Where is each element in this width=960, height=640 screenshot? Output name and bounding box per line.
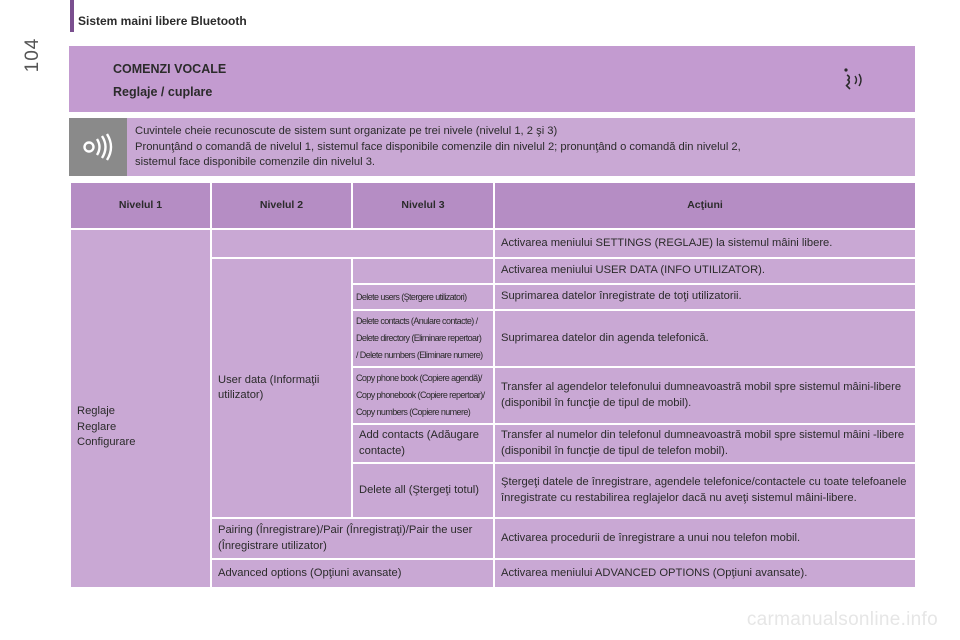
level1-configurare: Configurare <box>77 436 136 449</box>
section-title: COMENZI VOCALE <box>113 62 227 76</box>
action-delete-users: Suprimarea datelor înregistrate de toţi utilizatorii. <box>494 284 916 310</box>
voice-command-icon <box>841 66 867 94</box>
speaker-waves-icon <box>81 132 115 162</box>
empty-cell <box>211 229 494 258</box>
header-actions: Acţiuni <box>494 182 916 229</box>
level2-user-data: User data (Informaţii utilizator) <box>211 258 352 518</box>
header-level-3: Nivelul 3 <box>352 182 494 229</box>
action-settings: Activarea meniului SETTINGS (REGLAJE) la sistemul mâini libere. <box>494 229 916 258</box>
level3-line: Copy numbers (Copiere numere) <box>356 407 471 417</box>
action-add-contacts: Transfer al numelor din telefonul dumneavoastră mobil spre sistemul mâini -libere (disponibil în funcţie de tipul de telefon mobil). <box>494 424 916 463</box>
level3-line: / Delete numbers (Eliminare numere) <box>356 350 483 360</box>
header-level-2: Nivelul 2 <box>211 182 352 229</box>
level1-reglare: Reglare <box>77 420 117 433</box>
intro-line-2: Pronunţând o comandă de nivelul 1, sistemul face disponibile comenzile din nivelul 2; pronunţând o comandă din nivelul 2, <box>135 140 741 153</box>
level3-line: Delete contacts (Anulare contacte) / <box>356 316 478 326</box>
intro-line-3: sistemul face disponibile comenzile din nivelul 3. <box>135 156 376 168</box>
header-accent-bar <box>70 0 74 32</box>
table-row <box>70 229 916 258</box>
table-header-row <box>70 182 916 229</box>
action-copy-phonebook: Transfer al agendelor telefonului dumneavoastră mobil spre sistemul mâini-libere (disponibil în funcţie de tipul de mobil). <box>494 367 916 424</box>
level3-line: Copy phonebook (Copiere repertoar)/ <box>356 390 485 400</box>
level3-copy-phonebook <box>352 367 494 424</box>
action-advanced-options: Activarea meniului ADVANCED OPTIONS (Opţiuni avansate). <box>494 559 916 588</box>
level2-pairing: Pairing (Înregistrare)/Pair (Înregistraţi)/Pair the user (Înregistrare utilizator) <box>211 518 494 559</box>
level3-delete-all: Delete all (Ştergeţi totul) <box>352 463 494 518</box>
level3-line: Copy phone book (Copiere agendă)/ <box>356 373 482 383</box>
section-subtitle: Reglaje / cuplare <box>113 85 213 99</box>
level1-reglaje: Reglaje <box>77 405 115 418</box>
level3-line: Delete directory (Eliminare repertoar) <box>356 333 482 343</box>
level3-delete-users: Delete users (Ştergere utilizatori) <box>352 284 494 310</box>
section-title-box <box>69 46 915 112</box>
level2-advanced-options: Advanced options (Opţiuni avansate) <box>211 559 494 588</box>
action-pairing: Activarea procedurii de înregistrare a unui nou telefon mobil. <box>494 518 916 559</box>
intro-box <box>69 118 915 176</box>
level3-delete-contacts <box>352 310 494 367</box>
action-delete-all: Ştergeţi datele de înregistrare, agendele telefonice/contactele cu toate telefoanele înregistrate cu restabilirea reglajelor dacă nu aveţi sistemul mâini-libere. <box>494 463 916 518</box>
voice-commands-table <box>69 181 917 589</box>
header-level-1: Nivelul 1 <box>70 182 211 229</box>
watermark-footer: carmanualsonline.info <box>746 609 938 630</box>
level1-cell <box>70 229 211 588</box>
intro-icon-container <box>69 118 127 176</box>
intro-line-1: Cuvintele cheie recunoscute de sistem sunt organizate pe trei nivele (nivelul 1, 2 şi 3) <box>135 125 558 137</box>
level3-add-contacts: Add contacts (Adăugare contacte) <box>352 424 494 463</box>
action-delete-contacts: Suprimarea datelor din agenda telefonică. <box>494 310 916 367</box>
empty-cell <box>352 258 494 284</box>
page-number: 104 <box>22 37 43 73</box>
header-title: Sistem maini libere Bluetooth <box>78 14 247 28</box>
action-user-data: Activarea meniului USER DATA (INFO UTILIZATOR). <box>494 258 916 284</box>
intro-text <box>135 124 905 171</box>
